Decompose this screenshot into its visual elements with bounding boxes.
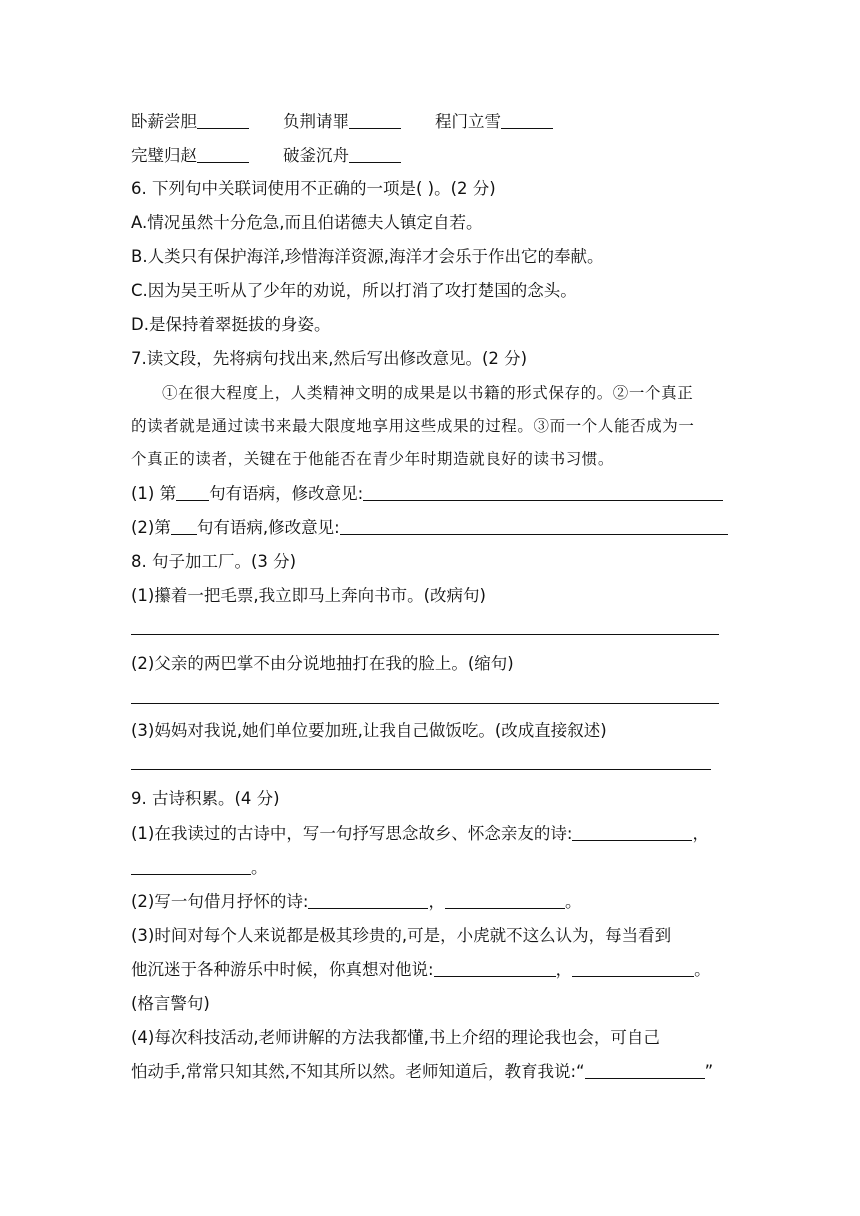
q6-option-a: A.情况虽然十分危急,而且伯诺德夫人镇定自若。 xyxy=(131,213,483,232)
punctuation: 。 xyxy=(694,960,711,979)
answer-label: 句有语病，修改意见: xyxy=(209,484,364,503)
poem-blank[interactable] xyxy=(308,890,428,909)
answer-line[interactable] xyxy=(131,634,719,635)
idiom-text: 破釜沉舟 xyxy=(283,146,349,165)
maxim-blank[interactable] xyxy=(434,958,556,977)
answer-label: 句有语病,修改意见: xyxy=(196,518,340,537)
poem-blank[interactable] xyxy=(445,890,565,909)
q8-item-1: (1)攥着一把毛票,我立即马上奔向书市。(改病句) xyxy=(131,586,486,605)
item-text: 怕动手,常常只知其然,不知其所以然。老师知道后，教育我说:“ xyxy=(131,1062,585,1081)
quote-blank[interactable] xyxy=(585,1060,705,1079)
punctuation: ， xyxy=(555,960,573,979)
q8-item-2: (2)父亲的两巴掌不由分说地抽打在我的脸上。(缩句) xyxy=(131,654,514,673)
q7-passage-line: 的读者就是通过读书来最大限度地享用这些成果的过程。③而一个人能否成为一 xyxy=(131,417,695,435)
q9-item-3-line2 xyxy=(131,958,711,982)
q9-item-1-cont xyxy=(131,856,268,880)
q9-item-3-line1: (3)时间对每个人来说都是极其珍贵的,可是，小虎就不这么认为，每当看到 xyxy=(131,926,672,945)
q9-item-3-note: (格言警句) xyxy=(131,994,210,1013)
punctuation: ” xyxy=(704,1062,714,1081)
idiom-item xyxy=(131,144,249,168)
idiom-text: 负荆请罪 xyxy=(283,112,349,131)
idiom-item xyxy=(435,110,553,134)
idiom-item xyxy=(283,144,401,168)
idiom-text: 完璧归赵 xyxy=(131,146,197,165)
sentence-number-blank[interactable] xyxy=(171,516,197,535)
q9-item-1 xyxy=(131,822,709,846)
answer-blank[interactable] xyxy=(349,144,401,163)
answer-blank[interactable] xyxy=(501,110,553,129)
q7-answer-1 xyxy=(131,482,723,506)
idiom-item xyxy=(283,110,401,134)
answer-line[interactable] xyxy=(131,703,719,704)
q6-option-d: D.是保持着翠挺拔的身姿。 xyxy=(131,315,331,334)
q7-passage-line: ①在很大程度上，人类精神文明的成果是以书籍的形式保存的。②一个真正 xyxy=(162,384,694,402)
item-text: 他沉迷于各种游乐中时候，你真想对他说: xyxy=(131,960,434,979)
idiom-text: 程门立雪 xyxy=(435,112,501,131)
poem-blank[interactable] xyxy=(572,822,692,841)
q7-passage-line: 个真正的读者，关键在于他能否在青少年时期造就良好的读书习惯。 xyxy=(131,450,615,468)
answer-label: (2)第 xyxy=(131,518,171,537)
question-9-stem: 9. 古诗积累。(4 分) xyxy=(131,789,280,808)
punctuation: ， xyxy=(692,824,709,843)
answer-blank[interactable] xyxy=(197,110,249,129)
punctuation: 。 xyxy=(564,892,582,911)
sentence-number-blank[interactable] xyxy=(176,482,209,501)
answer-blank[interactable] xyxy=(197,144,249,163)
q8-item-3: (3)妈妈对我说,她们单位要加班,让我自己做饭吃。(改成直接叙述) xyxy=(131,721,607,740)
punctuation: ， xyxy=(428,892,445,911)
q7-answer-2 xyxy=(131,516,728,540)
q6-option-b: B.人类只有保护海洋,珍惜海洋资源,海洋才会乐于作出它的奉献。 xyxy=(131,247,604,266)
answer-blank[interactable] xyxy=(349,110,401,129)
q9-item-4-line2 xyxy=(131,1060,713,1084)
q9-item-4-line1: (4)每次科技活动,老师讲解的方法我都懂,书上介绍的理论我也会，可自己 xyxy=(131,1028,660,1047)
item-text: (1)在我读过的古诗中，写一句抒写思念故乡、怀念亲友的诗: xyxy=(131,824,573,843)
q6-option-c: C.因为吴王听从了少年的劝说，所以打消了攻打楚国的念头。 xyxy=(131,281,577,300)
question-8-stem: 8. 句子加工厂。(3 分) xyxy=(131,552,297,571)
maxim-blank[interactable] xyxy=(572,958,694,977)
punctuation: 。 xyxy=(251,858,268,877)
idiom-text: 卧薪尝胆 xyxy=(131,112,197,131)
revision-blank[interactable] xyxy=(340,516,728,535)
answer-label: (1) 第 xyxy=(131,484,177,503)
idiom-item xyxy=(131,110,249,134)
poem-blank[interactable] xyxy=(131,856,251,875)
answer-line[interactable] xyxy=(131,769,711,770)
q9-item-2 xyxy=(131,890,581,914)
revision-blank[interactable] xyxy=(363,482,723,501)
item-text: (2)写一句借月抒怀的诗: xyxy=(131,892,309,911)
question-7-stem: 7.读文段，先将病句找出来,然后写出修改意见。(2 分) xyxy=(131,349,528,368)
question-6-stem: 6. 下列句中关联词使用不正确的一项是( )。(2 分) xyxy=(131,179,496,198)
